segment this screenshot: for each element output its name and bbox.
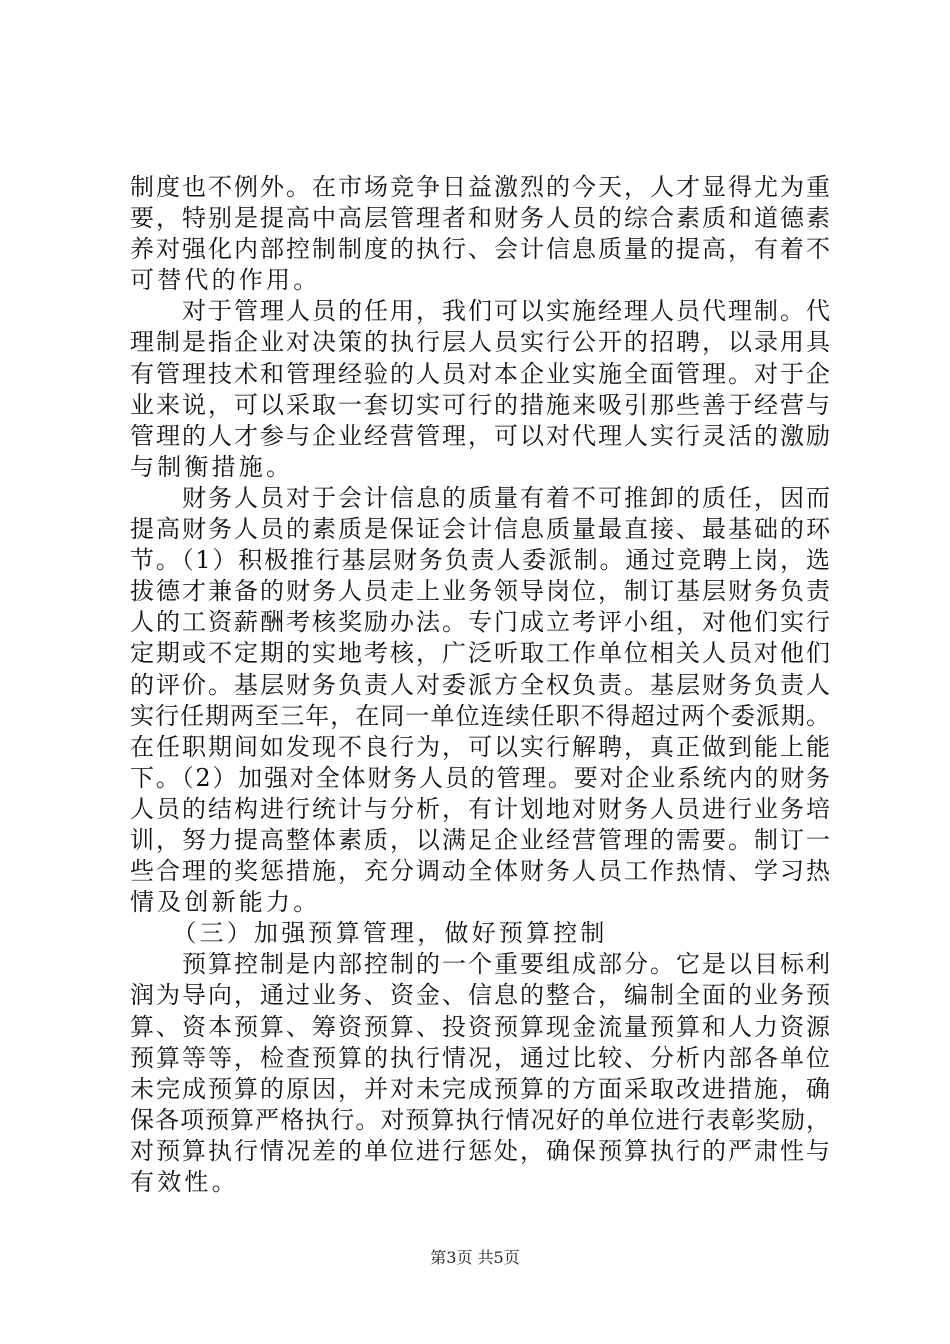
text-line: 润为导向，通过业务、资金、信息的整合，编制全面的业务预 [130,981,830,1010]
text-line: 理制是指企业对决策的执行层人员实行公开的招聘，以录用具 [130,328,830,357]
text-line: 预算等等，检查预算的执行情况，通过比较、分析内部各单位 [130,1043,830,1072]
text-line: 些合理的奖惩措施，充分调动全体财务人员工作热情、学习热 [130,857,830,886]
text-line: 对预算执行情况差的单位进行惩处，确保预算执行的严肃性与 [130,1136,830,1165]
document-body [130,172,830,1198]
text-line: 下。（2）加强对全体财务人员的管理。要对企业系统内的财务 [130,763,830,792]
text-line: 可替代的作用。 [130,266,321,295]
text-line: 人的工资薪酬考核奖励办法。专门成立考评小组，对他们实行 [130,608,830,637]
text-line: 未完成预算的原因，并对未完成预算的方面采取改进措施，确 [130,1074,830,1103]
text-line: 保各项预算严格执行。对预算执行情况好的单位进行表彰奖励， [130,1105,830,1134]
text-line: 节。（1）积极推行基层财务负责人委派制。通过竞聘上岗，选 [130,546,830,575]
text-line: 管理的人才参与企业经营管理，可以对代理人实行灵活的激励 [130,421,830,450]
text-line: 预算控制是内部控制的一个重要组成部分。它是以目标利 [130,950,830,979]
text-line: 算、资本预算、筹资预算、投资预算现金流量预算和人力资源 [130,1012,830,1041]
text-line: 与制衡措施。 [130,452,294,481]
text-line: 提高财务人员的素质是保证会计信息质量最直接、最基础的环 [130,515,830,544]
text-line: 在任职期间如发现不良行为，可以实行解聘，真正做到能上能 [130,732,830,761]
text-line: 有效性。 [130,1168,239,1196]
text-line: 定期或不定期的实地考核，广泛听取工作单位相关人员对他们 [130,639,830,668]
page-footer: 第3页 共5页 [430,1248,520,1267]
text-line: 的评价。基层财务负责人对委派方全权负责。基层财务负责人 [130,670,830,699]
text-line: （三）加强预算管理，做好预算控制 [130,919,608,948]
text-line: 制度也不例外。在市场竞争日益激烈的今天，人才显得尤为重 [130,173,830,201]
text-line: 业来说，可以采取一套切实可行的措施来吸引那些善于经营与 [130,390,830,419]
text-line: 财务人员对于会计信息的质量有着不可推卸的质任，因而 [130,483,830,512]
text-line: 拔德才兼备的财务人员走上业务领导岗位，制订基层财务负责 [130,577,830,606]
text-line: 人员的结构进行统计与分析，有计划地对财务人员进行业务培 [130,794,830,823]
text-line: 要，特别是提高中高层管理者和财务人员的综合素质和道德素 [130,204,830,233]
text-line: 训，努力提高整体素质，以满足企业经营管理的需要。制订一 [130,825,830,854]
text-line: 实行任期两至三年，在同一单位连续任职不得超过两个委派期。 [130,701,830,730]
text-line: 情及创新能力。 [130,888,321,917]
text-line: 对于管理人员的任用，我们可以实施经理人员代理制。代 [130,297,830,326]
text-line: 养对强化内部控制制度的执行、会计信息质量的提高，有着不 [130,235,830,264]
text-line: 有管理技术和管理经验的人员对本企业实施全面管理。对于企 [130,359,830,388]
